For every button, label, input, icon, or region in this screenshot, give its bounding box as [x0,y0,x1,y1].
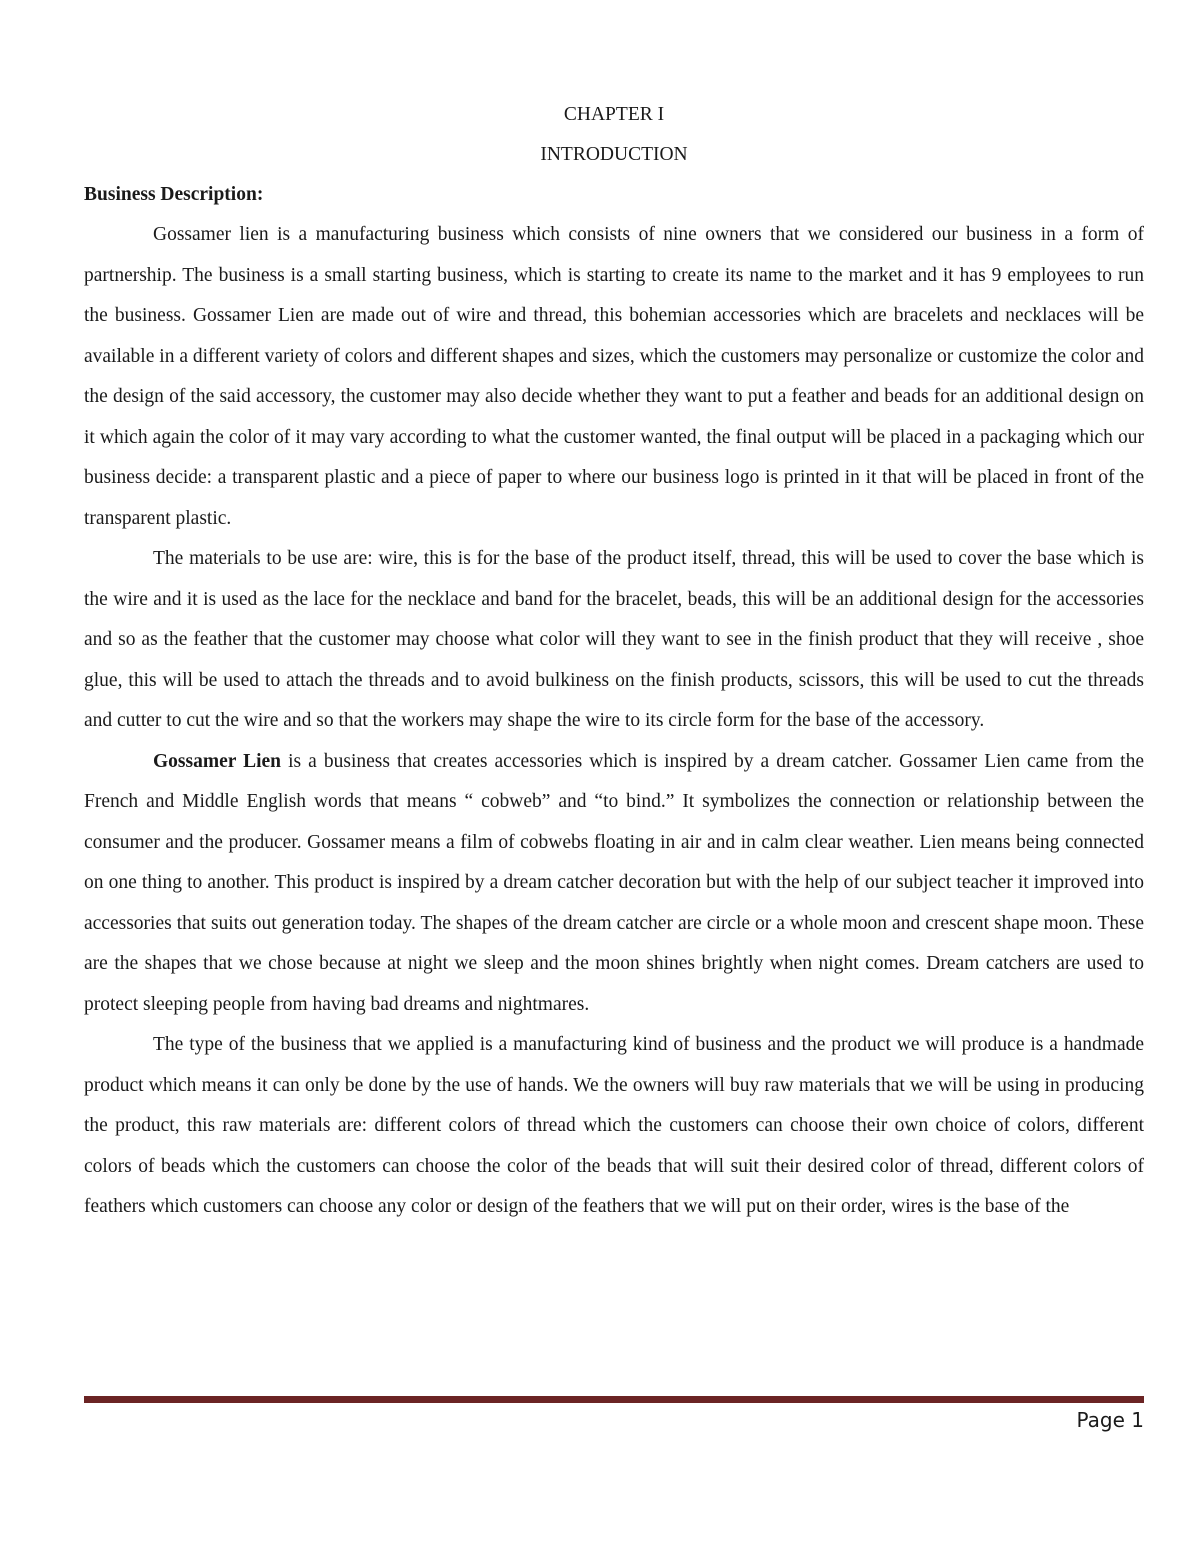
chapter-number: CHAPTER I [563,104,665,125]
page-number: Page 1 [1076,1408,1144,1432]
paragraph [84,1025,1144,1228]
chapter-title: INTRODUCTION [540,144,688,165]
section-title: Business Description: [84,184,264,205]
paragraph [84,215,1144,539]
paragraph-lead-bold: Gossamer Lien [153,750,282,772]
paragraph-text: Gossamer lien is a manufacturing business which consists of nine owners that we considered our business in a form of partnership. The business is a small starting business, which is starting to create its name to the market and it has 9 employees to run the business. Gossamer Lien are made out of wire and thread, this bohemian accessories which are bracelets and necklaces will be available in a different variety of colors and different shapes and sizes, which the customers may personalize or customize the color and the design of the said accessory, the customer may also decide whether they want to put a feather and beads for an additional design on it which again the color of it may vary according to what the customer wanted, the final output will be placed in a packaging which our business decide: a transparent plastic and a piece of paper to where our business logo is printed in it that will be placed in front of the transparent plastic. [84,224,1144,529]
paragraph [84,539,1144,742]
paragraph-text: is a business that creates accessories which is inspired by a dream catcher. Gossamer Lien came from the French and Middle English words that means “ cobweb” and “to bind.” It symbolizes the connection or relationship between the consumer and the producer. Gossamer means a film of cobwebs floating in air and in calm clear weather. Lien means being connected on one thing to another. This product is inspired by a dream catcher decoration but with the help of our subject teacher it improved into accessories that suits out generation today. The shapes of the dream catcher are circle or a whole moon and crescent shape moon. These are the shapes that we chose because at night we sleep and the moon shines brightly when night comes. Dream catchers are used to protect sleeping people from having bad dreams and nightmares. [84,750,1144,1015]
paragraph-text: The materials to be use are: wire, this is for the base of the product itself, thread, this will be used to cover the base which is the wire and it is used as the lace for the necklace and band for the bracelet, beads, this will be an additional design for the accessories and so as the feather that the customer may choose what color will they want to see in the finish product that they will receive , shoe glue, this will be used to attach the threads and to avoid bulkiness on the finish products, scissors, this will be used to cut the threads and cutter to cut the wire and so that the workers may shape the wire to its circle form for the base of the accessory. [84,548,1144,731]
paragraph [84,742,1144,1026]
footer-rule [84,1396,1144,1403]
paragraph-text: The type of the business that we applied is a manufacturing kind of business and the product we will produce is a handmade product which means it can only be done by the use of hands. We the owners will buy raw materials that we will be using in producing the product, this raw materials are: different colors of thread which the customers can choose their own choice of colors, different colors of beads which the customers can choose the color of the beads that will suit their desired color of thread, different colors of feathers which customers can choose any color or design of the feathers that we will put on their order, wires is the base of the [84,1034,1144,1217]
document-body [84,95,1144,1228]
